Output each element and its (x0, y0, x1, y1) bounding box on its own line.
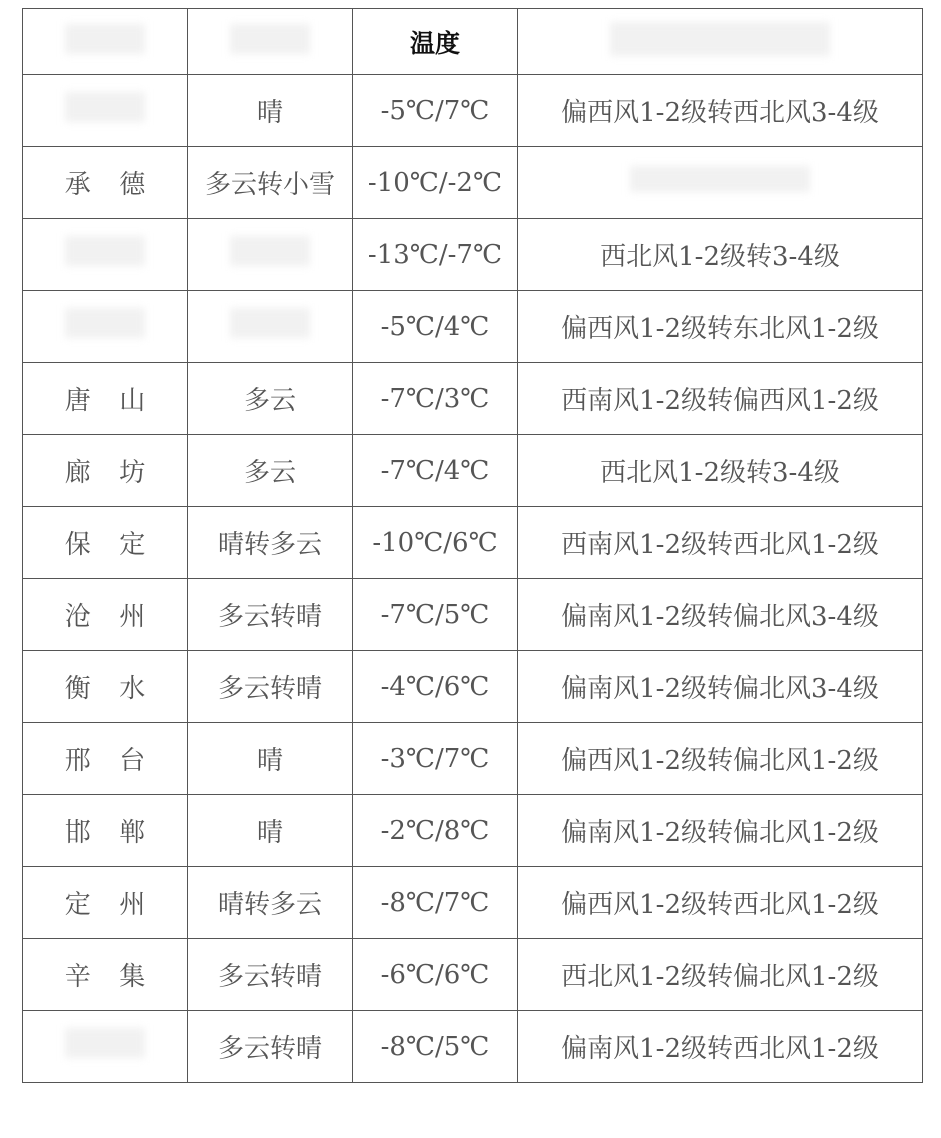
wind-cell (518, 147, 923, 219)
blurred-city (65, 92, 145, 122)
table-row (23, 795, 923, 867)
city-cell (23, 1011, 188, 1083)
table-row (23, 651, 923, 723)
weather-cell (188, 291, 353, 363)
weather-forecast-table (22, 8, 923, 1083)
weather-cell: 多云转晴 (188, 939, 353, 1011)
table-row (23, 1011, 923, 1083)
wind-cell: 西南风1-2级转偏西风1-2级 (518, 363, 923, 435)
wind-cell: 西北风1-2级转偏北风1-2级 (518, 939, 923, 1011)
table-row (23, 219, 923, 291)
header-temperature: 温度 (353, 9, 518, 75)
temperature-cell: -6℃/6℃ (353, 939, 518, 1011)
city-cell: 邯郸 (23, 795, 188, 867)
weather-cell: 多云 (188, 363, 353, 435)
table-row (23, 507, 923, 579)
wind-cell: 偏西风1-2级转偏北风1-2级 (518, 723, 923, 795)
weather-table-container (22, 8, 922, 1083)
wind-cell: 西北风1-2级转3-4级 (518, 435, 923, 507)
blurred-wind (630, 166, 810, 192)
city-cell (23, 75, 188, 147)
blurred-city (65, 1028, 145, 1058)
wind-cell: 偏西风1-2级转西北风3-4级 (518, 75, 923, 147)
header-row (23, 9, 923, 75)
city-cell: 承德 (23, 147, 188, 219)
wind-cell: 偏西风1-2级转西北风1-2级 (518, 867, 923, 939)
city-cell: 衡水 (23, 651, 188, 723)
city-cell (23, 219, 188, 291)
city-cell: 定州 (23, 867, 188, 939)
city-cell (23, 291, 188, 363)
city-cell: 唐山 (23, 363, 188, 435)
weather-cell (188, 219, 353, 291)
table-row (23, 75, 923, 147)
weather-cell: 晴 (188, 795, 353, 867)
wind-cell: 偏南风1-2级转西北风1-2级 (518, 1011, 923, 1083)
temperature-cell: -7℃/3℃ (353, 363, 518, 435)
temperature-cell: -8℃/7℃ (353, 867, 518, 939)
blurred-weather (230, 308, 310, 338)
temperature-cell: -2℃/8℃ (353, 795, 518, 867)
wind-cell: 偏南风1-2级转偏北风3-4级 (518, 651, 923, 723)
temperature-cell: -8℃/5℃ (353, 1011, 518, 1083)
temperature-cell: -13℃/-7℃ (353, 219, 518, 291)
blurred-header (65, 24, 145, 54)
temperature-cell: -7℃/5℃ (353, 579, 518, 651)
table-row (23, 939, 923, 1011)
weather-cell: 多云 (188, 435, 353, 507)
weather-cell: 晴 (188, 723, 353, 795)
table-row (23, 291, 923, 363)
weather-cell: 多云转晴 (188, 651, 353, 723)
blurred-city (65, 236, 145, 266)
weather-cell: 多云转小雪 (188, 147, 353, 219)
table-row (23, 147, 923, 219)
table-row (23, 579, 923, 651)
wind-cell: 西北风1-2级转3-4级 (518, 219, 923, 291)
city-cell: 廊坊 (23, 435, 188, 507)
city-cell: 沧州 (23, 579, 188, 651)
temperature-cell: -7℃/4℃ (353, 435, 518, 507)
header-wind (518, 9, 923, 75)
blurred-header (230, 24, 310, 54)
wind-cell: 偏西风1-2级转东北风1-2级 (518, 291, 923, 363)
city-cell: 邢台 (23, 723, 188, 795)
header-city (23, 9, 188, 75)
temperature-cell: -5℃/4℃ (353, 291, 518, 363)
table-row (23, 435, 923, 507)
blurred-header (610, 22, 830, 56)
weather-cell: 晴转多云 (188, 507, 353, 579)
temperature-cell: -10℃/6℃ (353, 507, 518, 579)
temperature-cell: -10℃/-2℃ (353, 147, 518, 219)
table-row (23, 363, 923, 435)
wind-cell: 西南风1-2级转西北风1-2级 (518, 507, 923, 579)
wind-cell: 偏南风1-2级转偏北风3-4级 (518, 579, 923, 651)
blurred-weather (230, 236, 310, 266)
blurred-city (65, 308, 145, 338)
city-cell: 保定 (23, 507, 188, 579)
wind-cell: 偏南风1-2级转偏北风1-2级 (518, 795, 923, 867)
header-weather (188, 9, 353, 75)
weather-cell: 多云转晴 (188, 1011, 353, 1083)
temperature-cell: -4℃/6℃ (353, 651, 518, 723)
table-row (23, 723, 923, 795)
temperature-cell: -5℃/7℃ (353, 75, 518, 147)
weather-cell: 晴转多云 (188, 867, 353, 939)
weather-cell: 多云转晴 (188, 579, 353, 651)
city-cell: 辛集 (23, 939, 188, 1011)
temperature-cell: -3℃/7℃ (353, 723, 518, 795)
weather-cell: 晴 (188, 75, 353, 147)
table-row (23, 867, 923, 939)
